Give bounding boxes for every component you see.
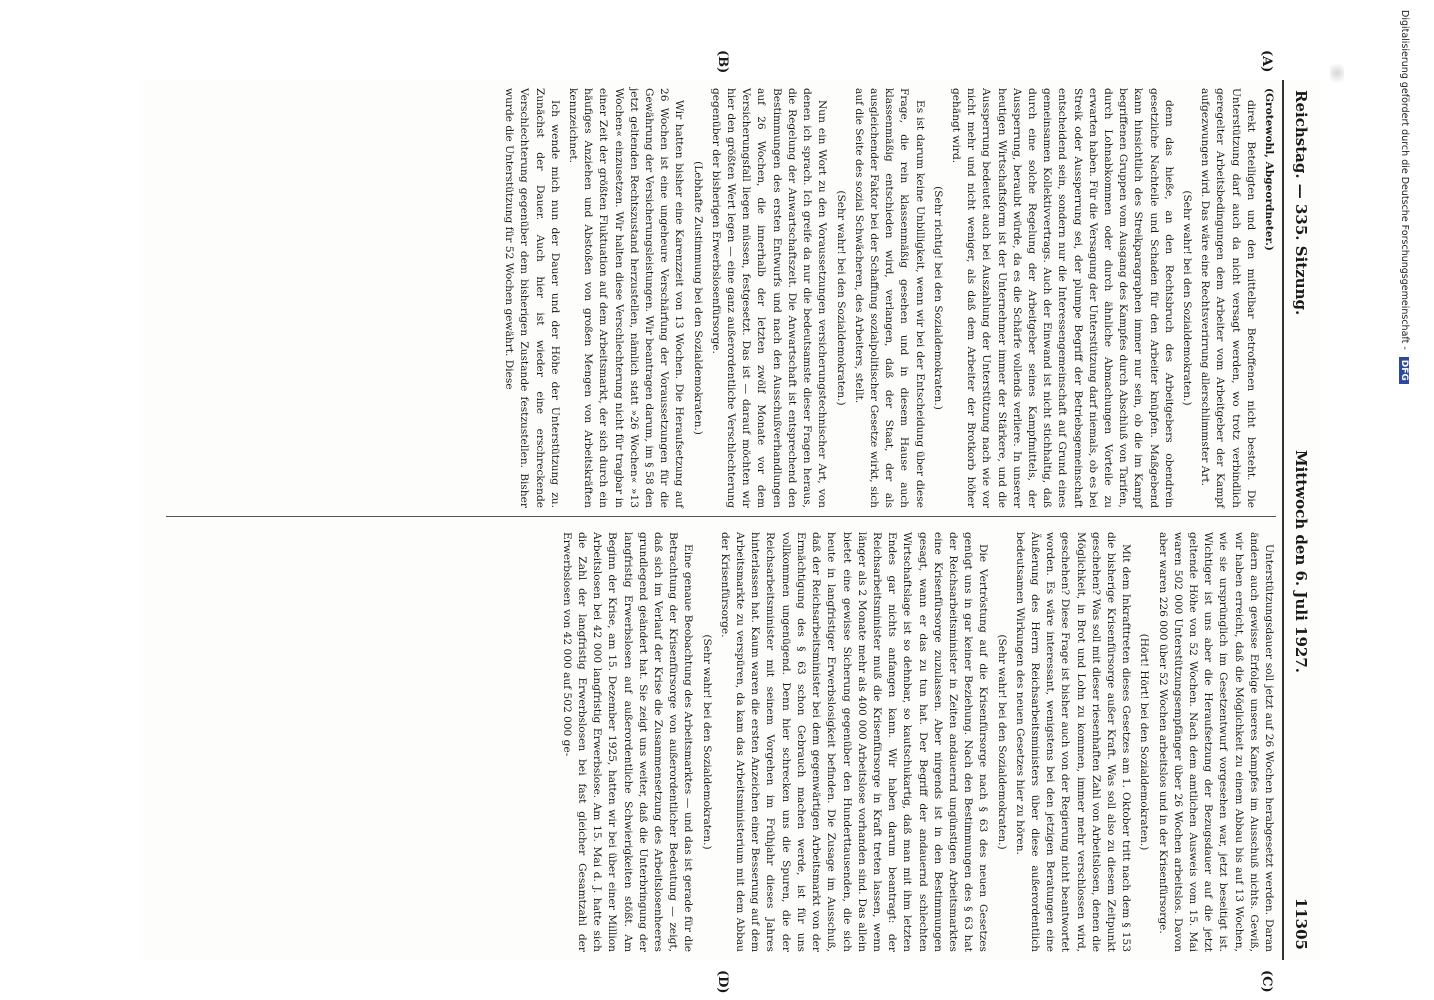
- scan-smudge: [1330, 60, 1344, 86]
- paragraph: Wir hatten bisher eine Karenzzeit von 13 Wochen. Die Heraufsetzung auf 26 Wochen ist eine ungeheure Verschärfung der Voraussetzungen für die Gewährung der Versicherungsleistungen. Wir beantragen darum, im § 58 den jetzt geltenden Rechtszustand herzustellen, nämlich statt »26 Wochen« »13 Wochen« einzusetzen. Wir halten diese Verschlechterung nicht für tragbar in einer Zeit der größten Fluktuation auf dem Arbeitsmarkt, der sich durch ein häufiges Anziehen und Abstoßen von großen Mengen von Arbeitskräften kennzeichnet.: [567, 88, 686, 508]
- header-date: Mittwoch den 6. Juli 1927.: [1292, 450, 1310, 673]
- left-column: [156, 88, 1276, 508]
- margin-marker-d: (D): [715, 970, 730, 994]
- interjection: (Sehr wahr! bei den Sozialdemokraten.): [700, 634, 713, 850]
- margin-marker-c: (C): [1259, 970, 1274, 993]
- header-rule: [1282, 80, 1284, 960]
- margin-marker-b: (B): [715, 50, 730, 74]
- paragraph: Eine genaue Beobachtung des Arbeitsmarktes — und das ist gerade für die Betrachtung der Krisenfürsorge von außerordentlicher Bedeutung — zeigt, daß sich im Verlauf der Krise die Zusammensetzung des Arbeitslosenheeres grundlegend geändert hat. Sie zeigt uns weiter, daß die Unterbringung der langfristig Erwerbslosen auf außerordentliche Schwierigkeiten stößt. Am Beginn der Krise, am 15. Dezember 1925, hatten wir bei über einer Million Arbeitslosen bei 42 000 langfristig Erwerbslose. Am 15. Mai d. J. hatte sich die Zahl der langfristig Erwerbslosen bei fast gleicher Gesamtzahl der Erwerbslosen von 42 000 auf 502 000 ge-: [560, 532, 695, 952]
- paragraph: Die Vertröstung auf die Krisenfürsorge nach § 63 des neuen Gesetzes genügt uns in gar keiner Beziehung. Nach den Bestimmungen des § 63 hat der Reichsarbeitsminister in Zeiten andauernd ungünstigen Arbeitsmarktes eine Krisenfürsorge zuzulassen. Aber nirgends ist in den Bestimmungen gesagt, wann er das zu tun hat. Der Begriff der andauernd schlechten Wirtschaftslage ist so dehnbar, so kautschukartig, daß man mit ihm letzten Endes gar nichts anfangen kann. Wir haben darum beantragt: der Reichsarbeitsminister muß die Krisenfürsorge in Kraft treten lassen, wenn länger als 2 Monate mehr als 400 000 Arbeitslose vorhanden sind. Das allein bietet eine gewisse Sicherung gegenüber den Hunderttausenden, die sich heute in langfristiger Erwerbslosigkeit befinden. Die Zusage im Ausschuß, daß der Reichsarbeitsminister bei dem gegenwärtigen Arbeitsmarkt von der Ermächtigung des § 63 schon Gebrauch machen werde, ist für uns vollkommen ungenügend. Denn hier schrecken uns die Spuren, die der Reichsarbeitsminister mit seinem Vorgehen im Frühjahr dieses Jahres hinterlassen hat. Kaum waren die ersten Anzeichen einer Besserung auf dem Arbeitsmarkte zu verspüren, da kam das Arbeitsministerium mit dem Abbau der Krisenfürsorge.: [718, 532, 990, 952]
- paragraph: Mit dem Inkrafttreten dieses Gesetzes am 1. Oktober tritt nach dem § 153 die bisherige Krisenfürsorge außer Kraft. Was soll also zu diesem Zeitpunkt geschehen? Was soll mit dieser riesenhaften Zahl von Arbeitslosen, denen die Möglichkeit, in Brot und Lohn zu kommen, immer mehr verschlossen wird, geschehen? Diese Frage ist bisher auch von der Regierung nicht beantwortet worden. Es wäre interessant, wenigstens bei den jetzigen Beratungen eine Äußerung des Herrn Reichsarbeitsministers über diese außerordentlich bedeutsamen Wirkungen des neuen Gesetzes hier zu hören.: [1013, 532, 1133, 952]
- paragraph: Ich wende mich nun der Dauer und der Höhe der Unterstützung zu. Zunächst der Dauer. Auch hier ist wieder eine erschreckende Verschlechterung gegenüber dem bisherigen Zustande festzustellen. Bisher wurde die Unterstützung für 52 Wochen gewährt. Diese: [503, 88, 561, 508]
- digitization-note: [1390, 10, 1410, 990]
- document-sheet: [140, 50, 1320, 994]
- speaker-label: (Grotewohl, Abgeordneter.): [1263, 88, 1275, 251]
- right-column: [156, 532, 1276, 952]
- interjection: (Hört! Hört! bei den Sozialdemokraten.): [1138, 633, 1151, 851]
- margin-marker-a: (A): [1259, 50, 1274, 73]
- interjection: (Sehr wahr! bei den Sozialdemokraten.): [1180, 190, 1193, 406]
- paragraph: Es ist darum keine Unbilligkeit, wenn wir bei der Entscheidung über diese Frage, die rein klassenmäßig gesehen und in diesem Hause auch klassenmäßig entschieden wird, verlangen, daß der Staat, der als ausgleichender Faktor bei der Schaffung sozialpolitischer Gesetze wirkt, sich auf die Seite des sozial Schwächeren, des Arbeiters, stellt.: [852, 88, 926, 508]
- dfg-logo: DFG: [1399, 357, 1409, 384]
- paragraph: Nun ein Wort zu den Voraussetzungen versicherungstechnischer Art, von denen ich sprach. Ich greife da nur die bedeutsamste dieser Fragen heraus, die Regelung der Anwartschaftszeit. Die Anwartschaft ist entsprechend den Bestimmungen des ersten Entwurfs und nach den Ausschußverhandlungen auf 26 Wochen, die innerhalb der letzten zwölf Monate vor dem Versicherungsfall liegen müssen, festgesetzt. Das ist — darauf möchten wir hier den größten Wert legen — eine ganz außerordentliche Verschlechterung gegenüber der bisherigen Erwerbslosenfürsorge.: [709, 88, 829, 508]
- interjection: (Sehr richtig! bei den Sozialdemokraten.): [931, 186, 944, 410]
- header-left: Reichstag. — 335. Sitzung.: [1292, 90, 1310, 316]
- page-number: 11305: [1292, 897, 1310, 950]
- interjection: (Lebhafte Zustimmung bei den Sozialdemokraten.): [691, 161, 704, 435]
- column-divider: [166, 516, 1276, 517]
- paragraph: Unterstützungsdauer soll jetzt auf 26 Wochen herabgesetzt werden. Daran ändern auch gewisse Erfolge unseres Kampfes im Ausschuß nichts. Gewiß, wir haben erreicht, daß die Möglichkeit zu einem Abbau bis auf 13 Wochen, wie sie ursprünglich im Gesetzentwurf vorgesehen war, jetzt beseitigt ist. Wichtiger ist uns aber die Heraufsetzung der Bezugsdauer auf die jetzt geltende Höhe von 52 Wochen. Nach dem amtlichen Ausweis vom 15. Mai waren 502 000 Unterstützungsempfänger über 26 Wochen arbeitslos. Davon aber waren 226 000 über 52 Wochen arbeitslos und in der Krisenfürsorge.: [1156, 532, 1275, 952]
- interjection: (Sehr wahr! bei den Sozialdemokraten.): [995, 634, 1008, 850]
- page-header: [1280, 80, 1320, 960]
- digitization-text: Digitalisierung gefördert durch die Deutsche Forschungsgemeinschaft -: [1399, 10, 1410, 350]
- paragraph: denn das hieße, an den Rechtsbruch des Arbeitgebers obendrein gesetzliche Nachteile und Schaden für den Arbeiter knüpfen. Maßgebend kann hinsichtlich des Streikparagraphen immer nur sein, ob die im Kampf begriffenen Gruppen vom Ausgang des Kampfes durch Abschluß von Tarifen, durch Lohnabkommen oder durch ähnliche Abmachungen Vorteile zu erwarten haben. Für die Versagung der Unterstützung darf niemals, ob es bei Streik oder Aussperrung sei, der plumpe Begriff der Betriebsgemeinschaft entscheidend sein, sondern nur die Interessengemeinschaft auf Grund eines gemeinsamen Kollektivvertrags. Auch der Einwand ist nicht stichhaltig, daß durch eine solche Regelung der Arbeitgeber seines Kampfmittels, der Aussperrung, beraubt würde, da es die Schärfe vollends verliere. In unserer heutigen Wirtschaftsform ist der Unternehmer immer der Stärkere, und die Aussperrung bedeutet auch bei Auszahlung der Unterstützung nach wie vor nicht mehr und nicht weniger, als daß dem Arbeiter der Brotkorb höher gehängt wird.: [949, 88, 1175, 508]
- interjection: (Sehr wahr! bei den Sozialdemokraten.): [834, 190, 847, 406]
- paragraph: direkt Beteiligten und den mittelbar Betroffenen nicht besteht. Die Unterstützung darf auch da nicht versagt werden, wo trotz verbindlich geregelter Arbeitsbedingungen dem Arbeiter vom Arbeitgeber der Kampf aufgezwungen wird. Das wäre eine Rechtsverirrung allerschlimmster Art.: [1199, 88, 1257, 508]
